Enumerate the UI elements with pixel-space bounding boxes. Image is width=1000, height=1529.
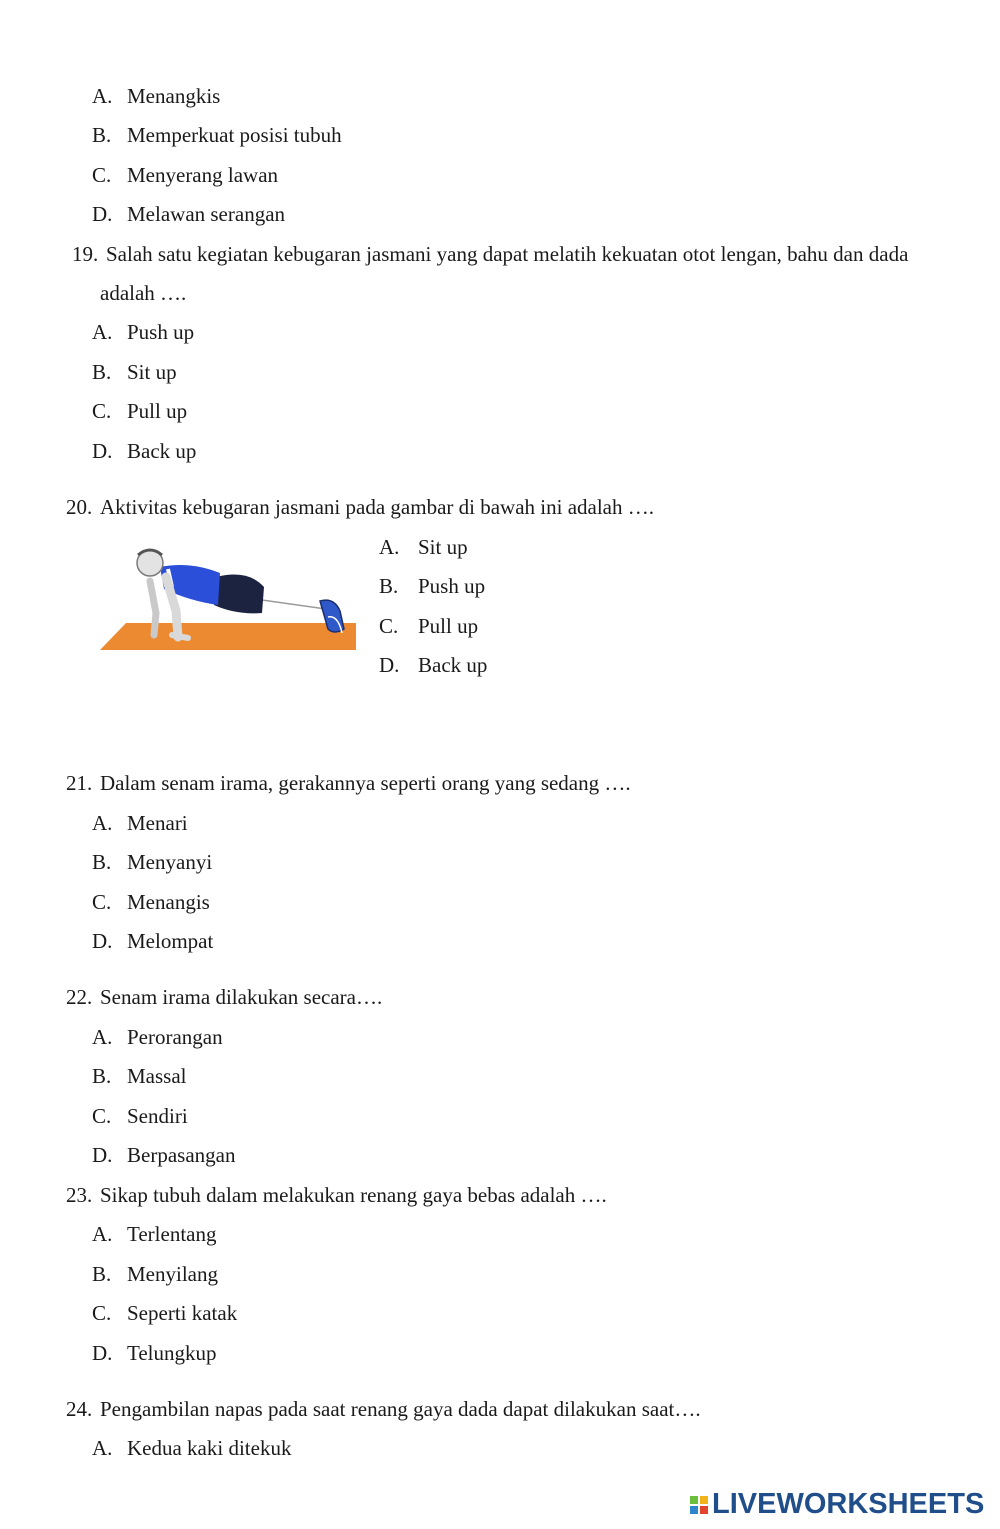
q19-question: 19. Salah satu kegiatan kebugaran jasmani yang dapat melatih kekuatan otot lengan, bahu dan dada bbox=[72, 242, 909, 266]
q23-option-c[interactable]: C. Seperti katak bbox=[92, 1301, 238, 1325]
q22-option-a[interactable]: A. Perorangan bbox=[92, 1025, 223, 1049]
q20-option-d[interactable]: D. Back up bbox=[379, 653, 488, 677]
q24-question: 24. Pengambilan napas pada saat renang gaya dada dapat dilakukan saat…. bbox=[66, 1397, 701, 1421]
q19-option-c[interactable]: C. Pull up bbox=[92, 399, 188, 423]
q22-text: Senam irama dilakukan secara…. bbox=[100, 985, 383, 1009]
q19-option-b[interactable]: B. Sit up bbox=[92, 360, 177, 384]
push-up-figure-icon bbox=[98, 543, 360, 653]
q21-option-a[interactable]: A. Menari bbox=[92, 811, 188, 835]
q18-option-a[interactable]: A. Menangkis bbox=[92, 84, 221, 108]
q20-text: Aktivitas kebugaran jasmani pada gambar di bawah ini adalah …. bbox=[100, 495, 654, 519]
q18-option-d[interactable]: D. Melawan serangan bbox=[92, 202, 286, 226]
q22-option-c[interactable]: C. Sendiri bbox=[92, 1104, 188, 1128]
q18-option-b[interactable]: B. Memperkuat posisi tubuh bbox=[92, 123, 342, 147]
q24-option-a[interactable]: A. Kedua kaki ditekuk bbox=[92, 1436, 292, 1460]
q19-text-line1: Salah satu kegiatan kebugaran jasmani yang dapat melatih kekuatan otot lengan, bahu dan dada bbox=[106, 242, 909, 266]
q19-option-d[interactable]: D. Back up bbox=[92, 439, 197, 463]
q21-option-d[interactable]: D. Melompat bbox=[92, 929, 214, 953]
exercise-mat bbox=[100, 623, 356, 650]
q23-option-b[interactable]: B. Menyilang bbox=[92, 1262, 218, 1286]
logo-text: LIVEWORKSHEETS bbox=[712, 1488, 985, 1520]
q23-text: Sikap tubuh dalam melakukan renang gaya bebas adalah …. bbox=[100, 1183, 607, 1207]
q19-option-a[interactable]: A. Push up bbox=[92, 320, 195, 344]
q20-option-b[interactable]: B. Push up bbox=[379, 574, 486, 598]
q21-option-c[interactable]: C. Menangis bbox=[92, 890, 210, 914]
q21-option-b[interactable]: B. Menyanyi bbox=[92, 850, 213, 874]
q23-question: 23. Sikap tubuh dalam melakukan renang gaya bebas adalah …. bbox=[66, 1183, 607, 1207]
q23-option-a[interactable]: A. Terlentang bbox=[92, 1222, 217, 1246]
liveworksheets-logo[interactable] bbox=[690, 1488, 984, 1521]
q19-text-line2: adalah …. bbox=[100, 281, 187, 305]
q20-option-c[interactable]: C. Pull up bbox=[379, 614, 479, 638]
q22-option-b[interactable]: B. Massal bbox=[92, 1064, 187, 1088]
q21-text: Dalam senam irama, gerakannya seperti orang yang sedang …. bbox=[100, 771, 631, 795]
q21-question: 21. Dalam senam irama, gerakannya seperti orang yang sedang …. bbox=[66, 771, 631, 795]
q20-question: 20. Aktivitas kebugaran jasmani pada gambar di bawah ini adalah …. bbox=[66, 495, 654, 519]
q22-question: 22. Senam irama dilakukan secara…. bbox=[66, 985, 383, 1009]
q20-option-a[interactable]: A. Sit up bbox=[379, 535, 468, 559]
q18-option-c[interactable]: C. Menyerang lawan bbox=[92, 163, 279, 187]
q23-option-d[interactable]: D. Telungkup bbox=[92, 1341, 217, 1365]
liveworksheets-mark-icon bbox=[690, 1496, 708, 1514]
q22-option-d[interactable]: D. Berpasangan bbox=[92, 1143, 236, 1167]
q24-text: Pengambilan napas pada saat renang gaya dada dapat dilakukan saat…. bbox=[100, 1397, 701, 1421]
